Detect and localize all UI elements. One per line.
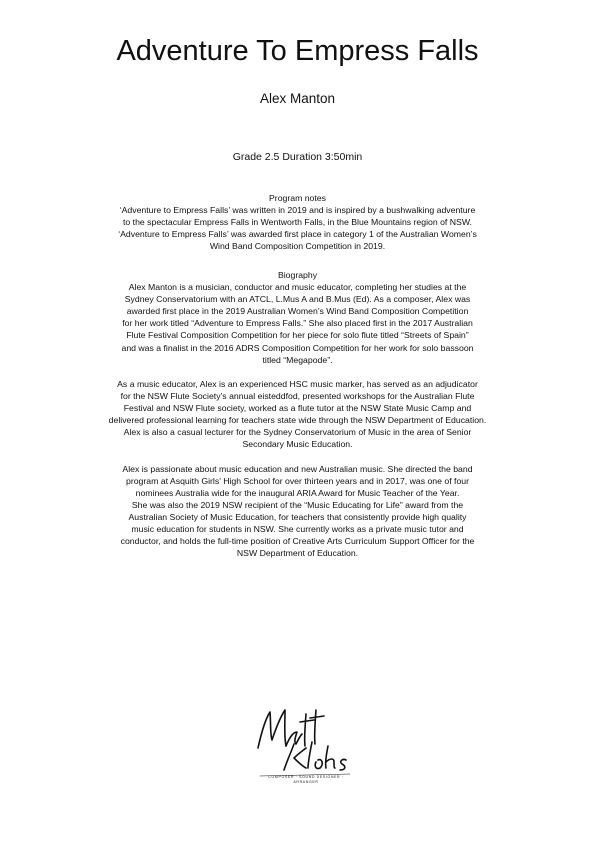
- biography-heading: Biography: [277, 270, 318, 280]
- program-notes-line: to the spectacular Empress Falls in Wentworth Falls, in the Blue Mountains region of NSW.: [123, 217, 472, 228]
- biography-line: and was a finalist in the 2016 ADRS Composition Competition for her work for solo bassoon: [121, 342, 474, 353]
- program-notes-line: ‘Adventure to Empress Falls’ was awarded first place in category 1 of the Australian Women’s: [118, 229, 477, 240]
- program-notes-line: Wind Band Composition Competition in 2019.: [209, 241, 386, 252]
- biography-line: Australian Society of Music Education, for teachers that consistently provide high quality: [128, 511, 467, 522]
- grade-duration: Grade 2.5 Duration 3:50min: [232, 151, 363, 163]
- document-title: Adventure To Empress Falls: [116, 35, 479, 67]
- biography-line: As a music educator, Alex is an experienced HSC music marker, has served as an adjudicator: [117, 378, 478, 389]
- biography-line: Alex is also a casual lecturer for the Sydney Conservatorium of Music in the area of Senior: [123, 427, 472, 438]
- biography-line: She was also the 2019 NSW recipient of the “Music Educating for Life” award from the: [131, 499, 464, 510]
- program-notes-line: ‘Adventure to Empress Falls’ was written in 2019 and is inspired by a bushwalking adventure: [119, 205, 476, 216]
- biography-line: Sydney Conservatorium with an ATCL, L.Mus A and B.Mus (Ed). As a composer, Alex was: [124, 294, 471, 305]
- signature-logo-icon: [250, 700, 360, 780]
- biography-line: Secondary Music Education.: [242, 439, 353, 450]
- biography-line: conductor, and holds the full-time position of Creative Arts Curriculum Support Officer for the: [120, 536, 475, 547]
- paragraph-gap: [70, 366, 525, 378]
- biography-line: delivered professional learning for teachers state wide through the NSW Department of Education.: [108, 415, 487, 426]
- biography-line: Flute Festival Composition Competition for her piece for solo flute titled “Streets of Spain”: [126, 330, 469, 341]
- biography-line: program at Asquith Girls’ High School for over thirteen years and in 2017, was one of four: [125, 475, 469, 486]
- program-notes-section: [70, 192, 525, 252]
- composer-name: Alex Manton: [259, 91, 336, 106]
- biography-line: awarded first place in the 2019 Australian Women’s Wind Band Composition Competition: [126, 306, 469, 317]
- biography-line: titled “Megapode”.: [262, 354, 333, 365]
- biography-section: [70, 269, 525, 559]
- program-notes-heading: Program notes: [269, 193, 326, 203]
- biography-line: NSW Department of Education.: [236, 548, 359, 559]
- biography-line: Festival and NSW Flute society, worked as a flute tutor at the NSW State Music Camp and: [123, 403, 472, 414]
- biography-line: nominees Australia wide for the inaugural ARIA Award for Music Teacher of the Year.: [135, 487, 460, 498]
- paragraph-gap: [70, 450, 525, 462]
- biography-line: for her work titled “Adventure to Empress Falls.” She also placed first in the 2017 Australian: [122, 318, 473, 329]
- logo-tagline: COMPOSER · SOUND DESIGNER · ARRANGER: [268, 775, 344, 784]
- biography-line: Alex is passionate about music education and new Australian music. She directed the band: [122, 463, 473, 474]
- biography-line: Alex Manton is a musician, conductor and music educator, completing her studies at the: [128, 282, 467, 293]
- biography-line: for the NSW Flute Society’s annual eisteddfod, presented workshops for the Australian Flute: [120, 390, 475, 401]
- biography-line: music education for students in NSW. She currently works as a private music tutor and: [131, 523, 464, 534]
